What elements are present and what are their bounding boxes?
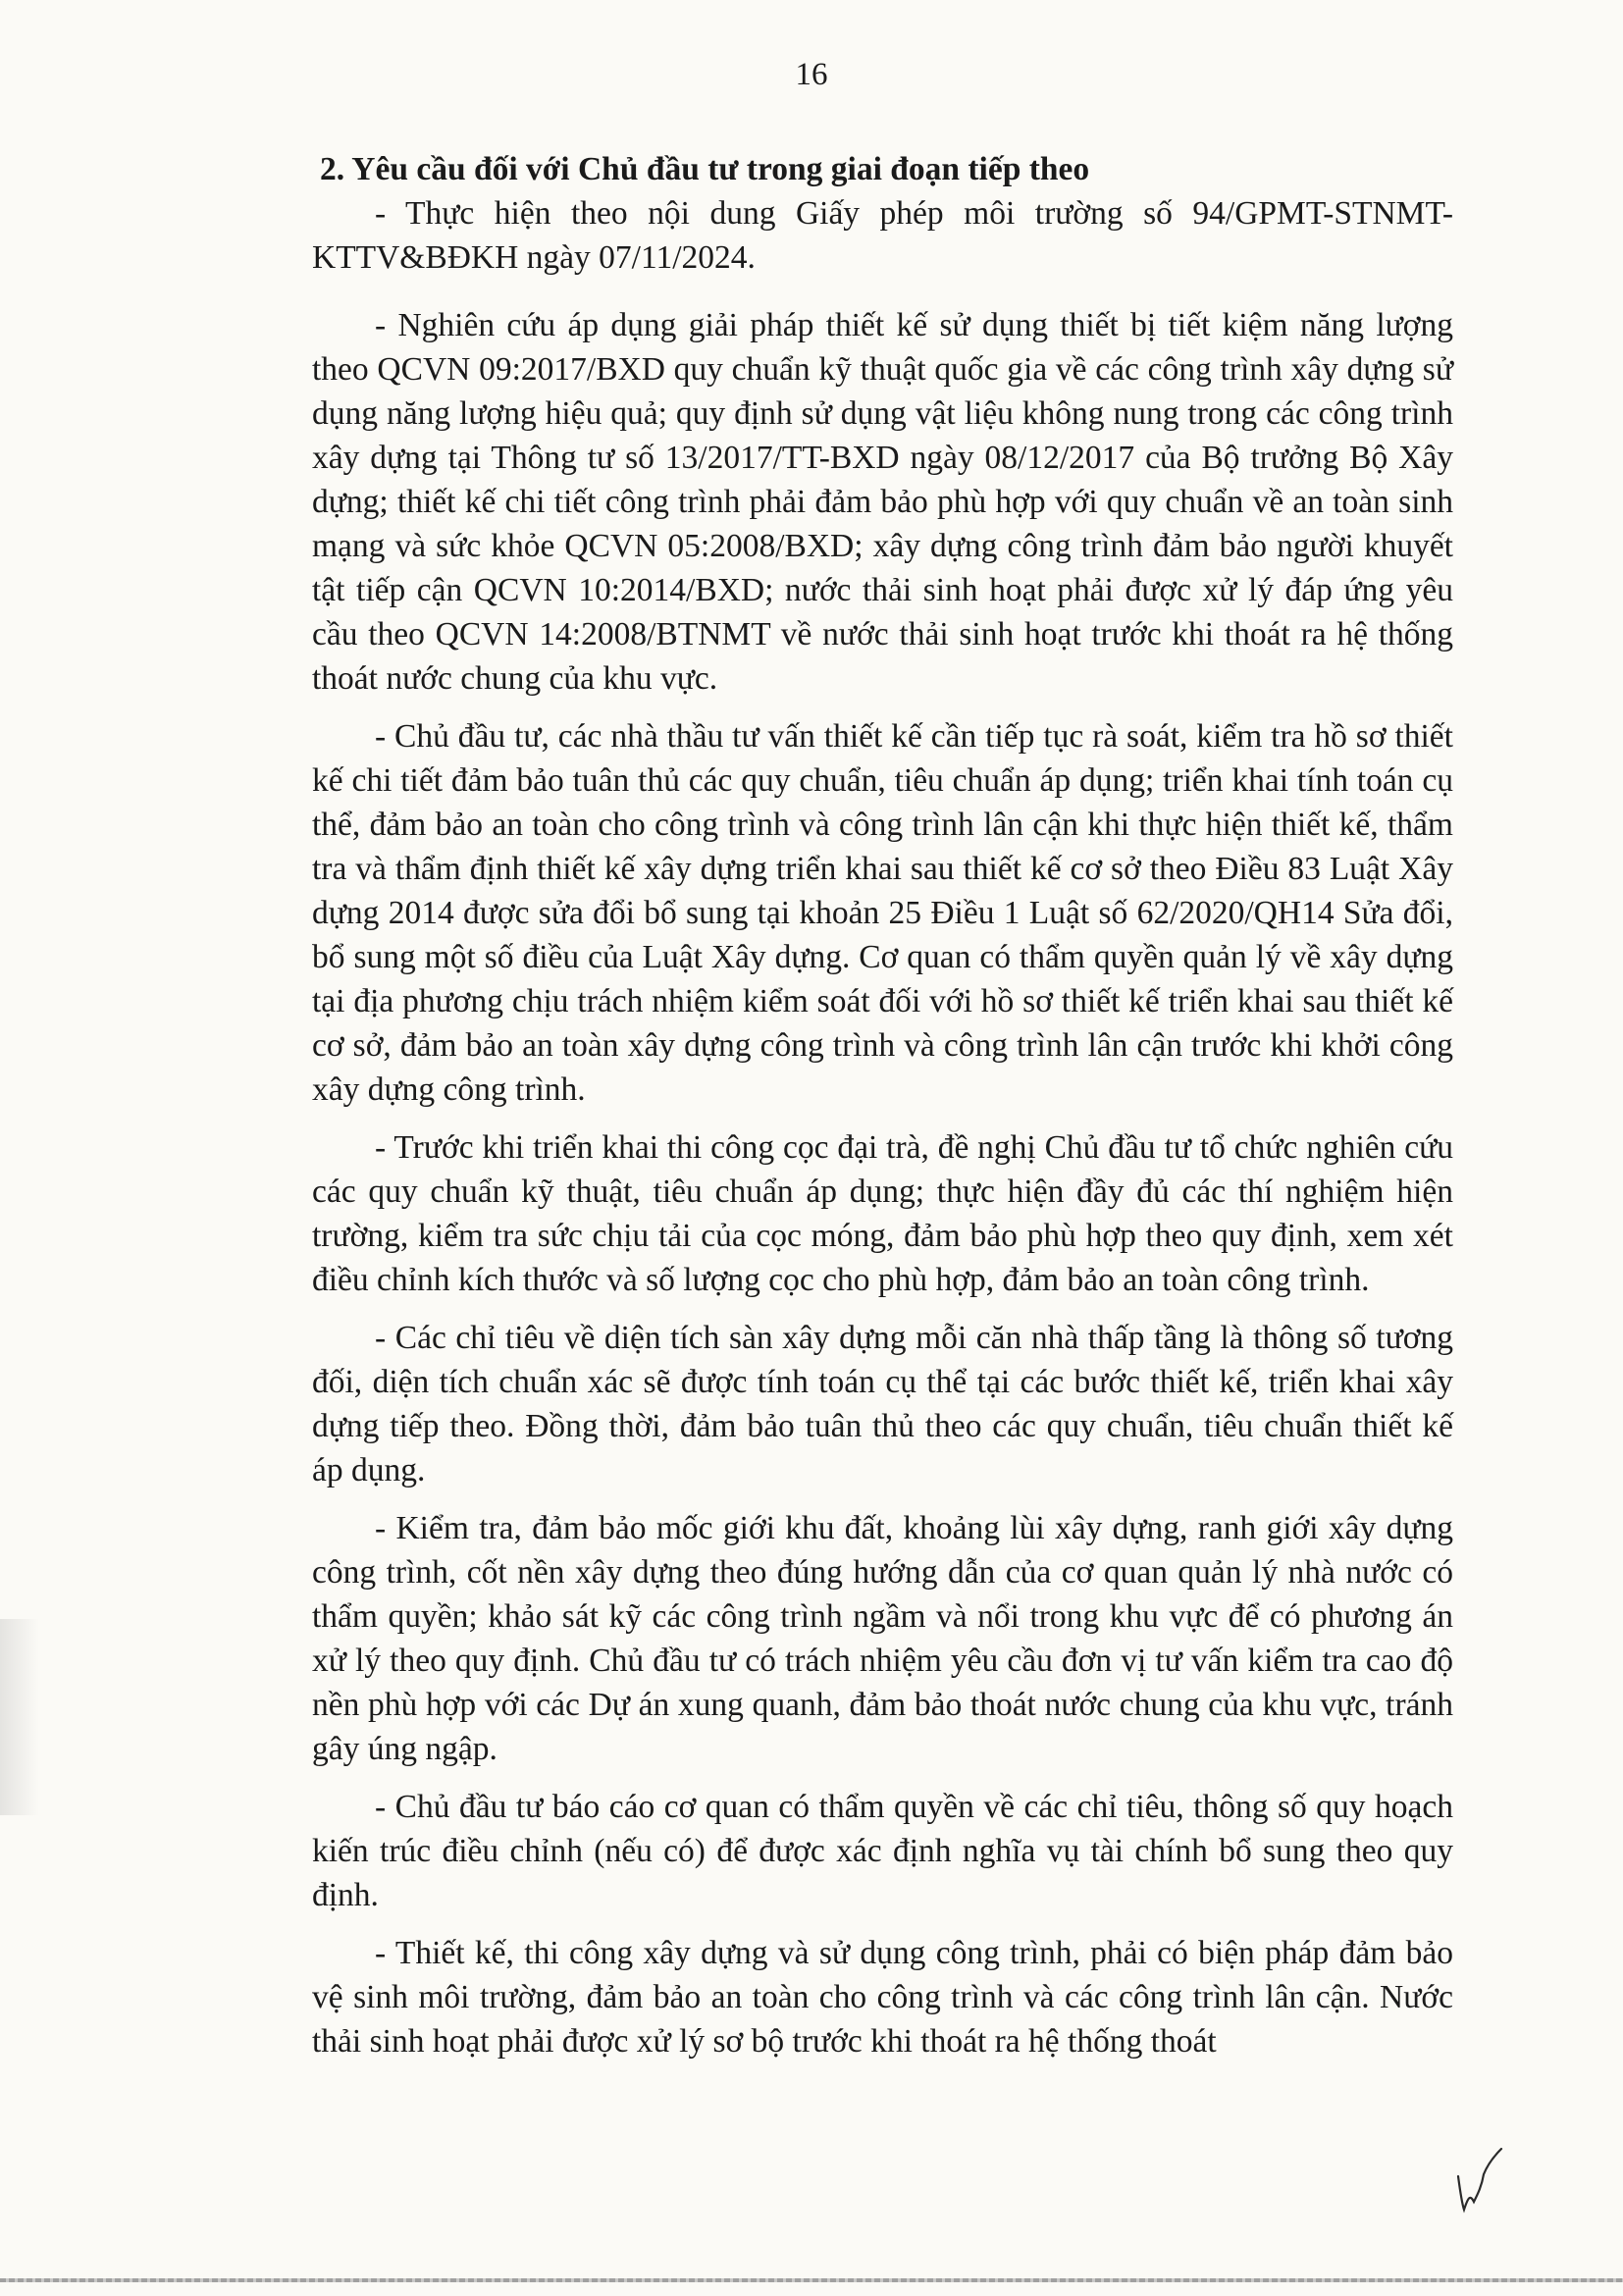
- paragraph-financial-report: - Chủ đầu tư báo cáo cơ quan có thẩm quyền về các chỉ tiêu, thông số quy hoạch kiến trúc điều chỉnh (nếu có) để được xác định nghĩa vụ tài chính bổ sung theo quy định.: [312, 1789, 1453, 1913]
- paragraph-energy-standards: - Nghiên cứu áp dụng giải pháp thiết kế sử dụng thiết bị tiết kiệm năng lượng theo QCVN 09:2017/BXD quy chuẩn kỹ thuật quốc gia về các công trình xây dựng sử dụng năng lượng hiệu quả; quy định sử dụng vật liệu không nung trong các công trình xây dựng tại Thông tư số 13/2017/TT-BXD ngày 08/12/2017 của Bộ trưởng Bộ Xây dựng; thiết kế chi tiết công trình phải đảm bảo phù hợp với quy chuẩn về an toàn sinh mạng và sức khỏe QCVN 05:2008/BXD; xây dựng công trình đảm bảo người khuyết tật tiếp cận QCVN 10:2014/BXD; nước thải sinh hoạt phải được xử lý đáp ứng yêu cầu theo QCVN 14:2008/BTNMT về nước thải sinh hoạt trước khi thoát ra hệ thống thoát nước chung của khu vực.: [312, 307, 1453, 697]
- paragraph-floor-area: - Các chỉ tiêu về diện tích sàn xây dựng mỗi căn nhà thấp tầng là thông số tương đối, diện tích chuẩn xác sẽ được tính toán cụ thể tại các bước thiết kế, triển khai xây dựng tiếp theo. Đồng thời, đảm bảo tuân thủ theo các quy chuẩn, tiêu chuẩn thiết kế áp dụng.: [312, 1320, 1453, 1488]
- paragraph-sanitation: - Thiết kế, thi công xây dựng và sử dụng công trình, phải có biện pháp đảm bảo vệ sinh môi trường, đảm bảo an toàn cho công trình và các công trình lân cận. Nước thải sinh hoạt phải được xử lý sơ bộ trước khi thoát ra hệ thống thoát: [312, 1935, 1453, 2060]
- paragraph-permit: - Thực hiện theo nội dung Giấy phép môi trường số 94/GPMT-STNMT-KTTV&BĐKH ngày 07/11/2024.: [312, 195, 1453, 276]
- document-body: [312, 147, 1453, 2077]
- page-number: 16: [795, 57, 828, 92]
- scan-footer-line: [0, 2278, 1623, 2282]
- scan-edge-shadow: [0, 1619, 39, 1815]
- paragraph-piling: - Trước khi triển khai thi công cọc đại trà, đề nghị Chủ đầu tư tổ chức nghiên cứu các quy chuẩn kỹ thuật, tiêu chuẩn áp dụng; thực hiện đầy đủ các thí nghiệm hiện trường, kiểm tra sức chịu tải của cọc móng, đảm bảo phù hợp theo quy định, xem xét điều chỉnh kích thước và số lượng cọc cho phù hợp, đảm bảo an toàn công trình.: [312, 1129, 1453, 1298]
- initials-signature: [1450, 2137, 1509, 2216]
- section-heading: 2. Yêu cầu đối với Chủ đầu tư trong giai đoạn tiếp theo: [320, 151, 1090, 187]
- paragraph-design-review: - Chủ đầu tư, các nhà thầu tư vấn thiết kế cần tiếp tục rà soát, kiểm tra hồ sơ thiết kế chi tiết đảm bảo tuân thủ các quy chuẩn, tiêu chuẩn áp dụng; triển khai tính toán cụ thể, đảm bảo an toàn cho công trình và công trình lân cận khi thực hiện thiết kế, thẩm tra và thẩm định thiết kế xây dựng triển khai sau thiết kế cơ sở theo Điều 83 Luật Xây dựng 2014 được sửa đổi bổ sung tại khoản 25 Điều 1 Luật số 62/2020/QH14 Sửa đổi, bổ sung một số điều của Luật Xây dựng. Cơ quan có thẩm quyền quản lý về xây dựng tại địa phương chịu trách nhiệm kiểm soát đối với hồ sơ thiết kế triển khai sau thiết kế cơ sở, đảm bảo an toàn xây dựng công trình và công trình lân cận trước khi khởi công xây dựng công trình.: [312, 718, 1453, 1108]
- paragraph-boundaries: - Kiểm tra, đảm bảo mốc giới khu đất, khoảng lùi xây dựng, ranh giới xây dựng công trình, cốt nền xây dựng theo đúng hướng dẫn của cơ quan quản lý nhà nước có thẩm quyền; khảo sát kỹ các công trình ngầm và nổi trong khu vực để có phương án xử lý theo quy định. Chủ đầu tư có trách nhiệm yêu cầu đơn vị tư vấn kiểm tra cao độ nền phù hợp với các Dự án xung quanh, đảm bảo thoát nước chung của khu vực, tránh gây úng ngập.: [312, 1510, 1453, 1767]
